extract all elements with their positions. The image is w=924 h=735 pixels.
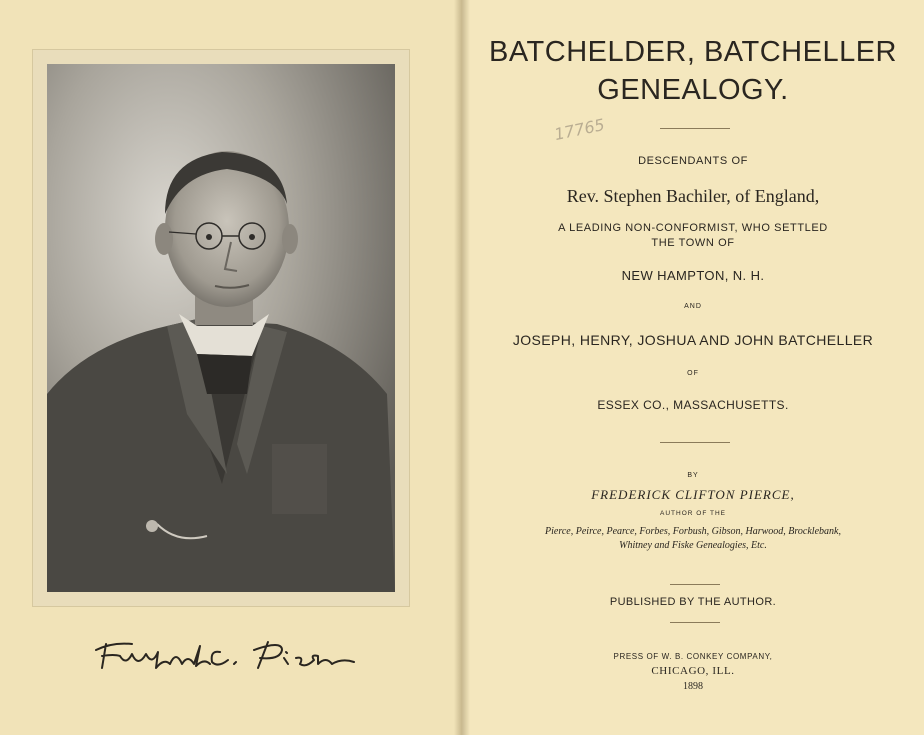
- lower-rule-2: [670, 622, 720, 623]
- publisher-line: PUBLISHED BY THE AUTHOR.: [609, 596, 777, 608]
- press-line: PRESS OF W. B. CONKEY COMPANY,: [613, 652, 773, 661]
- author-signature: [92, 628, 362, 678]
- ancestor-name: Rev. Stephen Bachiler, of England,: [566, 186, 820, 206]
- author-portrait: [47, 64, 395, 592]
- town-name: NEW HAMPTON, N. H.: [621, 268, 765, 283]
- and-label: AND: [684, 303, 702, 310]
- year-line: 1898: [683, 681, 703, 692]
- city-line: CHICAGO, ILL.: [651, 665, 735, 677]
- title-line-1: BATCHELDER, BATCHELLER: [489, 36, 897, 68]
- lower-rule-1: [670, 584, 720, 585]
- descendants-of-label: DESCENDANTS OF: [638, 155, 748, 167]
- works-line-1: Pierce, Peirce, Pearce, Forbes, Forbush, Gibson, Harwood, Brocklebank,: [545, 526, 841, 537]
- description-line-1: A LEADING NON-CONFORMIST, WHO SETTLED: [558, 222, 828, 234]
- author-name: FREDERICK CLIFTON PIERCE,: [591, 487, 795, 502]
- title-page: [462, 0, 924, 735]
- book-gutter: [454, 0, 470, 735]
- by-label: BY: [687, 472, 699, 479]
- middle-rule: [660, 442, 730, 443]
- county-name: ESSEX CO., MASSACHUSETTS.: [597, 398, 789, 412]
- title-rule: [660, 128, 730, 129]
- author-of-label: AUTHOR OF THE: [660, 510, 726, 517]
- title-line-2: GENEALOGY.: [597, 74, 789, 106]
- description-line-2: THE TOWN OF: [651, 237, 735, 249]
- of-label: OF: [687, 370, 699, 377]
- works-line-2: Whitney and Fiske Genealogies, Etc.: [619, 540, 767, 551]
- batcheller-names: JOSEPH, HENRY, JOSHUA AND JOHN BATCHELLER: [512, 332, 874, 348]
- pencil-annotation: 17765: [552, 114, 607, 145]
